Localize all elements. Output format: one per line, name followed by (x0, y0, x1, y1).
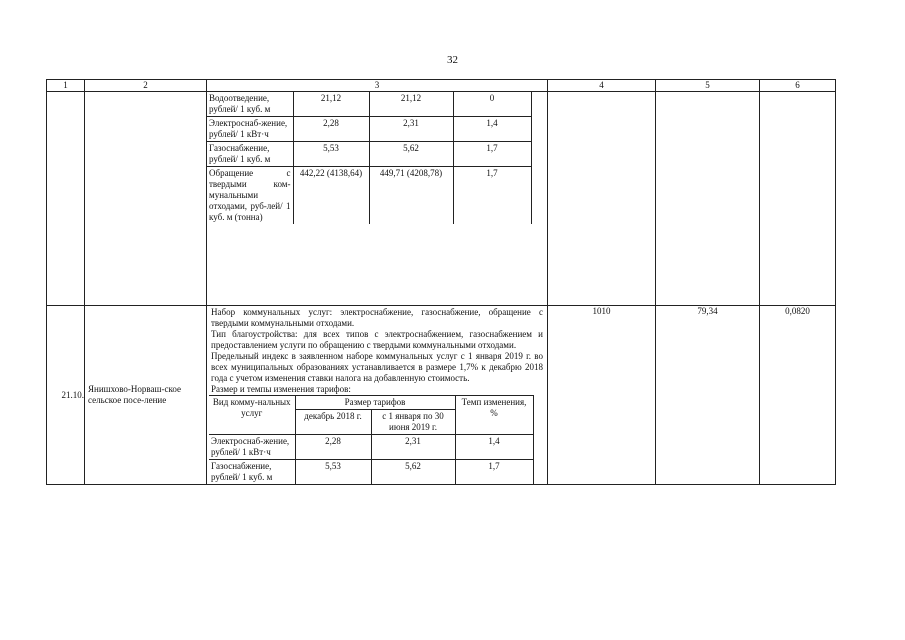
rate-change: 1,7 (455, 460, 533, 485)
service-type-header: Вид комму-нальных услуг (209, 396, 295, 435)
dec-2018-header: декабрь 2018 г. (295, 410, 371, 435)
row-number-cell (47, 92, 85, 306)
tariff-jan-2019: 5,62 (369, 142, 453, 167)
tariff-dec-2018: 5,53 (295, 460, 371, 485)
table-row (47, 306, 836, 485)
rate-change: 1,4 (455, 435, 533, 460)
service-name: Водоотведение, рублей/ 1 куб. м (207, 92, 293, 117)
inner-row (209, 460, 533, 485)
rate-change-header: Темп изменения, % (455, 396, 533, 435)
tariff-dec-2018: 2,28 (295, 435, 371, 460)
col5-value: 79,34 (656, 306, 760, 485)
index-text: Предельный индекс в заявленном наборе коммунальных услуг с 1 января 2019 г. во всех муниципальных образованиях устанавливается в размере 1,7% к декабрю 2018 года с учетом изменения ставки налога на добавленную стоимость. (211, 351, 543, 383)
col-header-4: 4 (548, 80, 656, 92)
tariff-dec-2018: 442,22 (4138,64) (293, 167, 369, 225)
rate-change: 1,4 (453, 117, 531, 142)
inner-row (207, 167, 531, 225)
service-name: Обращение с твердыми ком-мунальными отходами, руб-лей/ 1 куб. м (тонна) (207, 167, 293, 225)
column-number-row (47, 80, 836, 92)
row-number: 21.10. (47, 306, 85, 485)
size-heading: Размер и темпы изменения тарифов: (211, 384, 351, 394)
settlement-name: Янишхово-Норваш-ское сельское посе-ление (85, 306, 207, 485)
col4-value: 1010 (548, 306, 656, 485)
col4-cell (548, 92, 656, 306)
inner-header-row (209, 396, 533, 410)
tariff-detail-cell (207, 92, 548, 306)
tariff-jan-2019: 5,62 (371, 460, 455, 485)
service-name: Газоснабжение, рублей/ 1 куб. м (209, 460, 295, 485)
col-header-1: 1 (47, 80, 85, 92)
inner-tariff-table (209, 395, 534, 484)
tariff-size-header: Размер тарифов (295, 396, 455, 410)
tariff-dec-2018: 5,53 (293, 142, 369, 167)
tariff-jan-2019: 449,71 (4208,78) (369, 167, 453, 225)
tariff-jan-2019: 21,12 (369, 92, 453, 117)
col6-value: 0,0820 (760, 306, 836, 485)
page-number: 32 (447, 54, 458, 66)
tariff-table (46, 79, 836, 485)
tariff-jan-2019: 2,31 (369, 117, 453, 142)
service-name: Газоснабжение, рублей/ 1 куб. м (207, 142, 293, 167)
rate-change: 1,7 (453, 142, 531, 167)
col-header-6: 6 (760, 80, 836, 92)
table-row (47, 92, 836, 306)
inner-row (207, 92, 531, 117)
tariff-jan-2019: 2,31 (371, 435, 455, 460)
service-name: Электроснаб-жение, рублей/ 1 кВт·ч (207, 117, 293, 142)
inner-row (207, 142, 531, 167)
tariff-detail-cell (207, 306, 548, 485)
services-set-text: Набор коммунальных услуг: электроснабжение, газоснабжение, обращение с твердыми коммунальными отходами. (211, 307, 543, 328)
col6-cell (760, 92, 836, 306)
inner-row (207, 117, 531, 142)
col-header-3: 3 (207, 80, 548, 92)
rate-change: 1,7 (453, 167, 531, 225)
col-header-2: 2 (85, 80, 207, 92)
jan-2019-header: с 1 января по 30 июня 2019 г. (371, 410, 455, 435)
rate-change: 0 (453, 92, 531, 117)
settlement-cell (85, 92, 207, 306)
description (207, 306, 547, 395)
tariff-dec-2018: 21,12 (293, 92, 369, 117)
service-name: Электроснаб-жение, рублей/ 1 кВт·ч (209, 435, 295, 460)
tariff-dec-2018: 2,28 (293, 117, 369, 142)
inner-tariff-table (207, 92, 532, 224)
col5-cell (656, 92, 760, 306)
inner-row (209, 435, 533, 460)
col-header-5: 5 (656, 80, 760, 92)
improvement-type-text: Тип благоустройства: для всех типов с электроснабжением, газоснабжением и предоставлением услуги по обращению с твердыми коммунальными отходами. (211, 329, 543, 350)
